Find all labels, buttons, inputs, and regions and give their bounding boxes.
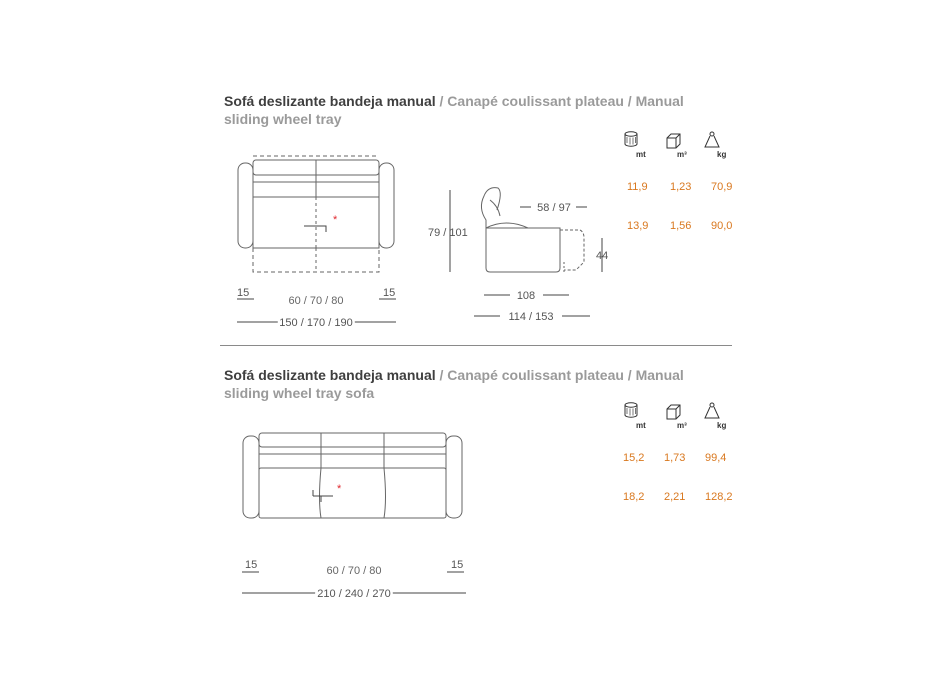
backrest [259,433,446,447]
total-width: 210 / 240 / 270 [317,588,391,600]
depth-dimension: 108 [516,290,536,302]
title-separator: / [439,367,444,383]
title-separator: / [627,367,632,383]
extended-depth-dimension: 114 / 153 [508,311,554,323]
row2-mt: 13,9 [627,220,649,232]
recline-dimension: 58 / 97 [537,202,571,214]
row1-kg: 99,4 [705,452,727,464]
row1-m3: 1,73 [664,452,686,464]
title-es: Sofá deslizante bandeja manual [224,93,436,109]
title-en: Manual sliding wheel tray [224,93,684,127]
plan-view-3-seater [243,433,462,518]
total-width: 150 / 170 / 190 [279,317,353,329]
row2-kg: 90,0 [711,220,733,232]
header-kg: kg [717,421,727,430]
title-separator: / [627,93,632,109]
header-m3: m³ [677,421,687,430]
right-arm [379,163,394,248]
seat-height-dimension: 44 [596,250,609,262]
spec-table-2 [623,403,733,503]
row2-m3: 1,56 [670,220,692,232]
row1-mt: 11,9 [627,181,648,193]
header-mt: mt [636,421,646,430]
side-view [481,188,584,272]
row1-m3: 1,23 [670,181,692,193]
row2-mt: 18,2 [623,491,645,503]
title-es: Sofá deslizante bandeja manual [224,367,436,383]
arm-width-left: 15 [245,559,258,571]
header-kg: kg [717,150,727,159]
fabric-roll-icon [625,132,637,146]
seat-depth-options: 60 / 70 / 80 [288,295,344,307]
row1-kg: 70,9 [711,181,733,193]
fabric-roll-icon [625,403,637,417]
control-marker: * [337,483,342,495]
height-dimension: 79 / 101 [428,227,468,239]
seat-base [259,468,446,518]
weight-icon [705,132,719,147]
arm-width-right: 15 [451,559,464,571]
control-marker: * [333,214,338,226]
plan-view-2-seater [238,156,394,272]
title-en: Manual sliding wheel tray sofa [224,367,684,401]
row1-mt: 15,2 [623,452,645,464]
arm-width-right: 15 [383,287,396,299]
box-volume-icon [667,134,680,148]
arm-width-left: 15 [237,287,250,299]
box-volume-icon [667,405,680,419]
weight-icon [705,403,719,418]
spec-table-1 [625,132,732,232]
header-mt: mt [636,150,646,159]
row2-kg: 128,2 [705,491,733,503]
title-fr: Canapé coulissant plateau [447,93,624,109]
row2-m3: 2,21 [664,491,686,503]
left-arm [238,163,253,248]
right-arm [446,436,462,518]
seat-depth-options: 60 / 70 / 80 [326,565,382,577]
title-fr: Canapé coulissant plateau [447,367,624,383]
header-m3: m³ [677,150,687,159]
left-arm [243,436,259,518]
title-separator: / [439,93,444,109]
